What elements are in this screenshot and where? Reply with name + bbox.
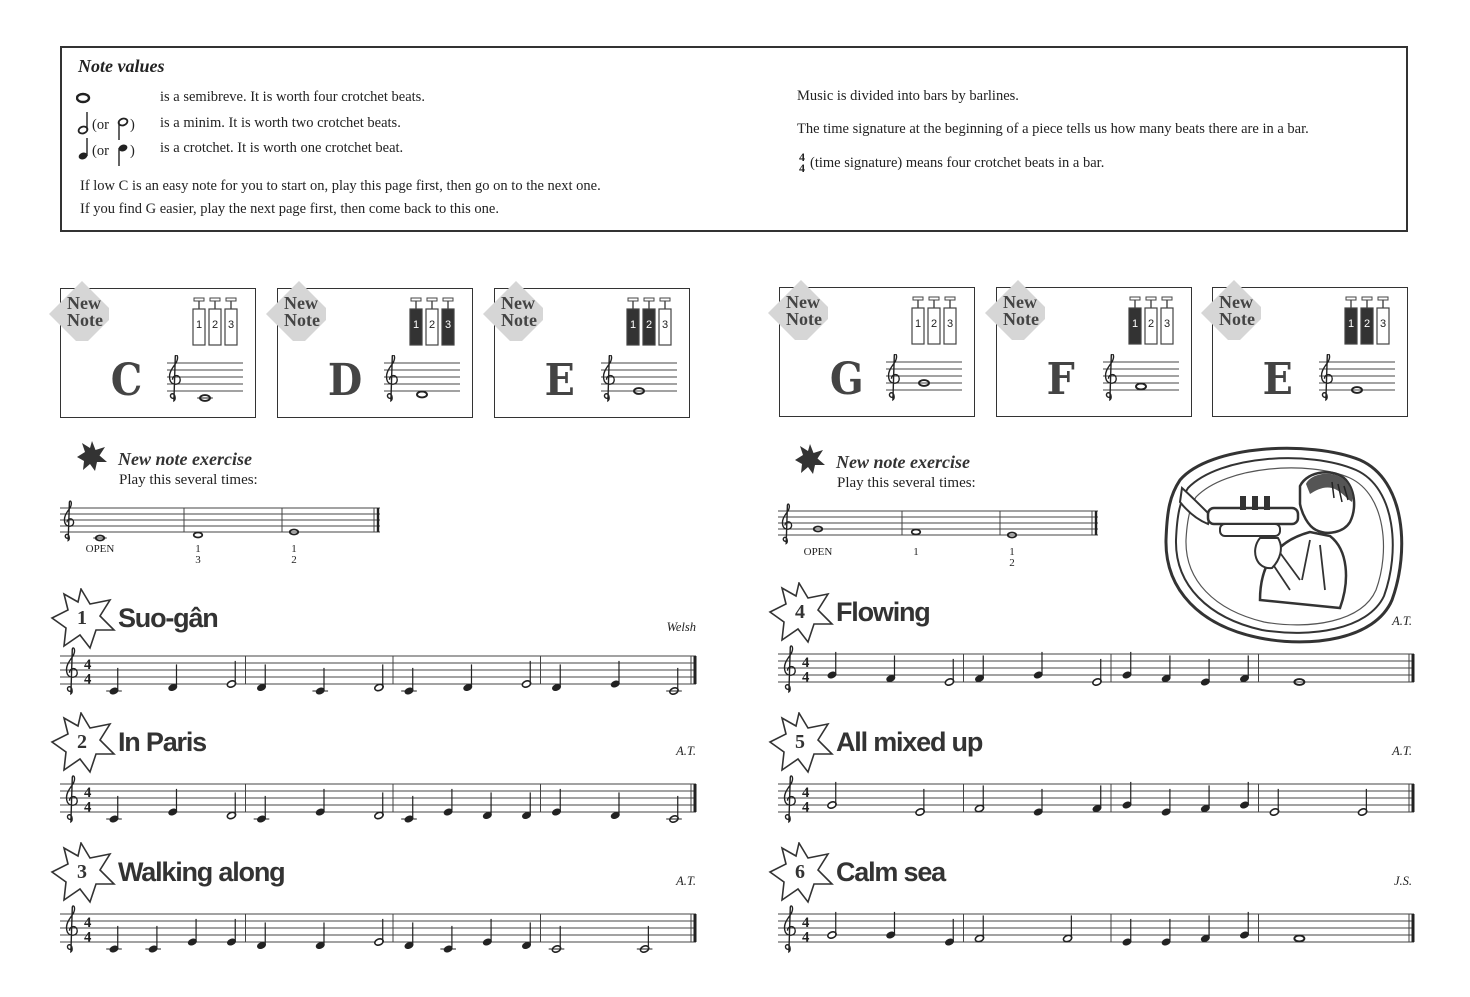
treble-clef-icon: [784, 646, 795, 692]
minim-text: is a minim. It is worth two crotchet beats.: [160, 115, 401, 131]
note-letter: D: [327, 355, 363, 406]
note-semibreve: [1294, 936, 1304, 942]
note-semibreve: [1136, 384, 1146, 390]
note-crotchet: [610, 792, 620, 819]
svg-text:4: 4: [84, 671, 92, 688]
svg-text:4: 4: [802, 784, 810, 801]
tune-number: 6: [795, 861, 805, 883]
note-crotchet: [106, 796, 122, 823]
note-minim: [374, 919, 384, 946]
treble-clef-icon: [888, 354, 899, 400]
note-minim: [374, 792, 384, 819]
note-crotchet: [401, 668, 417, 695]
note-crotchet: [886, 912, 896, 939]
tune-title: Suo-gân: [118, 603, 218, 633]
tune-title: All mixed up: [836, 727, 983, 757]
note-semibreve: [912, 529, 921, 534]
svg-text:4: 4: [84, 799, 92, 816]
svg-text:2: 2: [428, 319, 436, 331]
note-crotchet: [974, 655, 984, 682]
svg-text:3: 3: [1163, 318, 1171, 330]
note-semibreve: [93, 535, 106, 540]
tune-title: Flowing: [836, 597, 930, 627]
staff-lines: [778, 654, 1414, 682]
svg-text:4: 4: [84, 929, 92, 946]
fingering-label: 1: [913, 546, 919, 558]
svg-text:1: 1: [629, 319, 637, 331]
new-note-label: New Note: [501, 293, 537, 330]
svg-text:4: 4: [802, 654, 810, 671]
note-crotchet: [551, 789, 561, 816]
valve-diagram-icon: [908, 296, 960, 346]
fingering-label: OPEN: [85, 543, 115, 555]
treble-clef-icon: [784, 776, 795, 822]
note-letter: C: [110, 355, 143, 406]
crotchet-or: (or: [92, 143, 109, 159]
treble-clef-icon: [66, 648, 77, 694]
note-crotchet: [1200, 915, 1210, 942]
note-crotchet: [1239, 782, 1249, 809]
svg-text:1: 1: [1131, 318, 1139, 330]
note-crotchet: [443, 789, 453, 816]
tune-number-star-icon: [768, 842, 834, 904]
svg-text:1: 1: [412, 319, 420, 331]
time-signature: [802, 785, 810, 816]
note-crotchet: [1092, 785, 1102, 812]
staff-lines: [778, 914, 1414, 942]
svg-text:4: 4: [84, 914, 92, 931]
note-crotchet: [106, 926, 122, 953]
note-crotchet: [827, 652, 837, 679]
note-minim: [944, 659, 954, 686]
svg-text:3: 3: [1379, 318, 1387, 330]
note-crotchet: [521, 922, 531, 949]
staff-lines: [778, 511, 1098, 535]
new-note-label: New Note: [1003, 292, 1039, 329]
svg-text:2: 2: [211, 319, 219, 331]
treble-clef-icon: [782, 504, 791, 543]
tune-title: Calm sea: [836, 857, 945, 887]
note-crotchet: [187, 919, 197, 946]
new-note-card: [494, 288, 690, 418]
note-staff: [159, 355, 245, 405]
staff-lines: [60, 508, 380, 532]
new-note-label: New Note: [284, 293, 320, 330]
note-crotchet: [315, 789, 325, 816]
treble-clef-icon: [386, 355, 397, 401]
note-crotchet: [404, 922, 414, 949]
tune-credit: J.S.: [1393, 874, 1412, 888]
note-crotchet: [1239, 655, 1249, 682]
svg-text:2: 2: [1363, 318, 1371, 330]
svg-text:1: 1: [195, 319, 203, 331]
note-minim: [915, 789, 925, 816]
note-crotchet: [482, 919, 492, 946]
svg-text:4: 4: [84, 784, 92, 801]
tune-number: 5: [795, 731, 805, 753]
note-staff: [593, 355, 679, 405]
new-note-card: [60, 288, 256, 418]
note-crotchet: [1239, 912, 1249, 939]
note-crotchet: [256, 922, 266, 949]
note-crotchet: [1122, 652, 1132, 679]
minim-or: (or: [92, 117, 109, 133]
svg-text:4: 4: [84, 656, 92, 673]
star-icon: [794, 443, 826, 475]
tune-number-star-icon: [50, 588, 116, 650]
tune-number-star-icon: [768, 582, 834, 644]
time-signature: [84, 915, 92, 946]
fingering-label: 1 2: [291, 543, 297, 566]
note-semibreve: [194, 532, 203, 537]
minim-icon: [76, 110, 90, 136]
exercise-subtitle-right: Play this several times:: [837, 475, 976, 491]
note-minim: [1357, 789, 1367, 816]
valve-diagram-icon: [1341, 296, 1393, 346]
treble-clef-icon: [1105, 354, 1116, 400]
tune-number: 2: [77, 731, 87, 753]
tune-staff: [60, 774, 700, 830]
treble-clef-icon: [66, 906, 77, 952]
crotchet-text: is a crotchet. It is worth one crotchet beat.: [160, 140, 404, 156]
note-crotchet: [440, 926, 456, 953]
treble-clef-icon: [169, 355, 180, 401]
note-crotchet: [1122, 782, 1132, 809]
svg-text:4: 4: [802, 799, 810, 816]
barlines-text: Music is divided into bars by barlines.: [797, 88, 1019, 104]
note-minim: [1269, 789, 1279, 816]
tune-credit: A.T.: [1392, 744, 1412, 758]
note-minim: [226, 792, 236, 819]
valve-diagram-icon: [623, 297, 675, 347]
new-note-card: [996, 287, 1192, 417]
note-minim: [974, 915, 984, 942]
svg-text:1: 1: [914, 318, 922, 330]
minim-down-icon: [116, 116, 130, 142]
tune-staff: [60, 904, 700, 960]
note-minim: [1062, 915, 1072, 942]
note-minim: [827, 912, 837, 939]
note-minim: [549, 926, 565, 953]
time-signature: [802, 655, 810, 686]
tune-staff: [778, 774, 1418, 830]
semibreve-text: is a semibreve. It is worth four crotchet beats.: [160, 89, 425, 105]
new-note-label: New Note: [1219, 292, 1255, 329]
note-crotchet: [145, 926, 161, 953]
tune-number-star-icon: [50, 712, 116, 774]
staff-lines: [60, 914, 696, 942]
staff-lines: [60, 656, 696, 684]
tune-credit: A.T.: [676, 744, 696, 758]
note-crotchet: [312, 668, 328, 695]
svg-text:2: 2: [645, 319, 653, 331]
note-minim: [666, 668, 682, 695]
note-crotchet: [463, 664, 473, 691]
note-staff: [1311, 354, 1397, 404]
note-crotchet: [1161, 655, 1171, 682]
note-crotchet: [168, 664, 178, 691]
exercise-title-right: New note exercise: [836, 452, 970, 472]
note-crotchet: [106, 668, 122, 695]
note-letter: E: [544, 355, 575, 406]
note-staff: [376, 355, 462, 405]
tune-staff: [778, 644, 1418, 700]
new-note-card: [277, 288, 473, 418]
note-crotchet: [168, 789, 178, 816]
valve-diagram-icon: [189, 297, 241, 347]
exercise-title-left: New note exercise: [118, 449, 252, 469]
note-letter: F: [1046, 354, 1075, 405]
svg-text:2: 2: [930, 318, 938, 330]
svg-text:3: 3: [444, 319, 452, 331]
note-crotchet: [551, 664, 561, 691]
tune-number-star-icon: [768, 712, 834, 774]
tune-credit: A.T.: [676, 874, 696, 888]
valve-diagram-icon: [406, 297, 458, 347]
fingering-label: 1 3: [195, 543, 201, 566]
valve-diagram-icon: [1125, 296, 1177, 346]
exercise-staff-right: [776, 499, 1106, 549]
svg-text:2: 2: [1147, 318, 1155, 330]
time-signature: [802, 915, 810, 946]
tune-staff: [60, 646, 700, 702]
time-signature: [84, 785, 92, 816]
exercise-subtitle-left: Play this several times:: [119, 472, 258, 488]
tune-title: In Paris: [118, 727, 206, 757]
advice-text-2: If you find G easier, play the next page first, then come back to this one.: [80, 201, 499, 217]
note-staff: [878, 354, 964, 404]
svg-text:1: 1: [1347, 318, 1355, 330]
tune-number: 1: [77, 607, 87, 629]
note-crotchet: [886, 655, 896, 682]
note-crotchet: [521, 792, 531, 819]
note-letter: E: [1262, 354, 1293, 405]
staff-lines: [1319, 362, 1395, 390]
note-values-box: Note values is a semibreve. It is worth four crotchet beats. (or ) is a minim. It is worth two crotchet beats. (or ) is a crotchet. It is worth one crotchet beat. If low C is an easy note for you to start on, play this page first, then go on to the next one. If you find G easier, play the next page first, then come back to this one. Music is divided into bars by barlines. The time signature at the beginning of a piece tells us how many beats there are in a bar. 4 4 (time signature) means four crotchet beats in a bar.: [60, 46, 1408, 232]
tune-number: 4: [795, 601, 805, 623]
note-minim: [974, 785, 984, 812]
new-note-card: [779, 287, 975, 417]
time-signature: [84, 657, 92, 688]
note-crotchet: [226, 919, 236, 946]
note-minim: [521, 661, 531, 688]
note-crotchet: [1033, 652, 1043, 679]
note-crotchet: [1200, 785, 1210, 812]
note-crotchet: [944, 919, 954, 946]
crotchet-icon: [76, 136, 90, 162]
note-minim: [637, 926, 653, 953]
note-crotchet: [1200, 659, 1210, 686]
svg-text:4: 4: [802, 914, 810, 931]
new-note-label: New Note: [67, 293, 103, 330]
semibreve-icon: [76, 92, 92, 104]
tune-staff: [778, 904, 1418, 960]
note-crotchet: [1161, 789, 1171, 816]
staff-lines: [384, 363, 460, 391]
star-icon: [76, 440, 108, 472]
tune-title: Walking along: [118, 857, 285, 887]
staff-lines: [60, 784, 696, 812]
fingering-label: OPEN: [803, 546, 833, 558]
note-crotchet: [256, 664, 266, 691]
note-crotchet: [1161, 919, 1171, 946]
note-crotchet: [610, 661, 620, 688]
exercise-staff-left: [58, 496, 388, 546]
note-crotchet: [254, 796, 270, 823]
svg-text:3: 3: [661, 319, 669, 331]
note-minim: [226, 661, 236, 688]
note-crotchet: [315, 922, 325, 949]
note-minim: [374, 664, 384, 691]
fingering-label: 1 2: [1009, 546, 1015, 569]
tune-credit: Welsh: [666, 620, 696, 634]
svg-text:3: 3: [946, 318, 954, 330]
svg-text:4: 4: [802, 669, 810, 686]
staff-lines: [167, 363, 243, 391]
svg-text:3: 3: [227, 319, 235, 331]
note-values-title: Note values: [78, 56, 165, 76]
tune-credit: A.T.: [1392, 614, 1412, 628]
new-note-card: [1212, 287, 1408, 417]
treble-clef-icon: [603, 355, 614, 401]
crotchet-down-icon: [116, 142, 130, 168]
trumpet-player-illustration: [1160, 440, 1410, 648]
svg-text:4: 4: [802, 929, 810, 946]
time-signature-icon: 4 4: [799, 150, 805, 175]
advice-text-1: If low C is an easy note for you to start on, play this page first, then go on to the next one.: [80, 178, 601, 194]
note-semibreve: [417, 392, 427, 398]
treble-clef-icon: [784, 906, 795, 952]
note-crotchet: [1033, 789, 1043, 816]
tune-number: 3: [77, 861, 87, 883]
treble-clef-icon: [66, 776, 77, 822]
note-crotchet: [482, 792, 492, 819]
note-minim: [1092, 659, 1102, 686]
note-minim: [666, 796, 682, 823]
note-letter: G: [829, 354, 864, 405]
time-signature-text: The time signature at the beginning of a piece tells us how many beats there are in a bar.: [797, 121, 1309, 137]
staff-lines: [1103, 362, 1179, 390]
new-note-label: New Note: [786, 292, 822, 329]
note-minim: [827, 782, 837, 809]
four-four-text: (time signature) means four crotchet beats in a bar.: [810, 155, 1105, 171]
note-crotchet: [1122, 919, 1132, 946]
staff-lines: [601, 363, 677, 391]
treble-clef-icon: [1321, 354, 1332, 400]
note-semibreve: [197, 395, 213, 401]
note-staff: [1095, 354, 1181, 404]
tune-number-star-icon: [50, 842, 116, 904]
note-crotchet: [401, 796, 417, 823]
treble-clef-icon: [64, 501, 73, 540]
